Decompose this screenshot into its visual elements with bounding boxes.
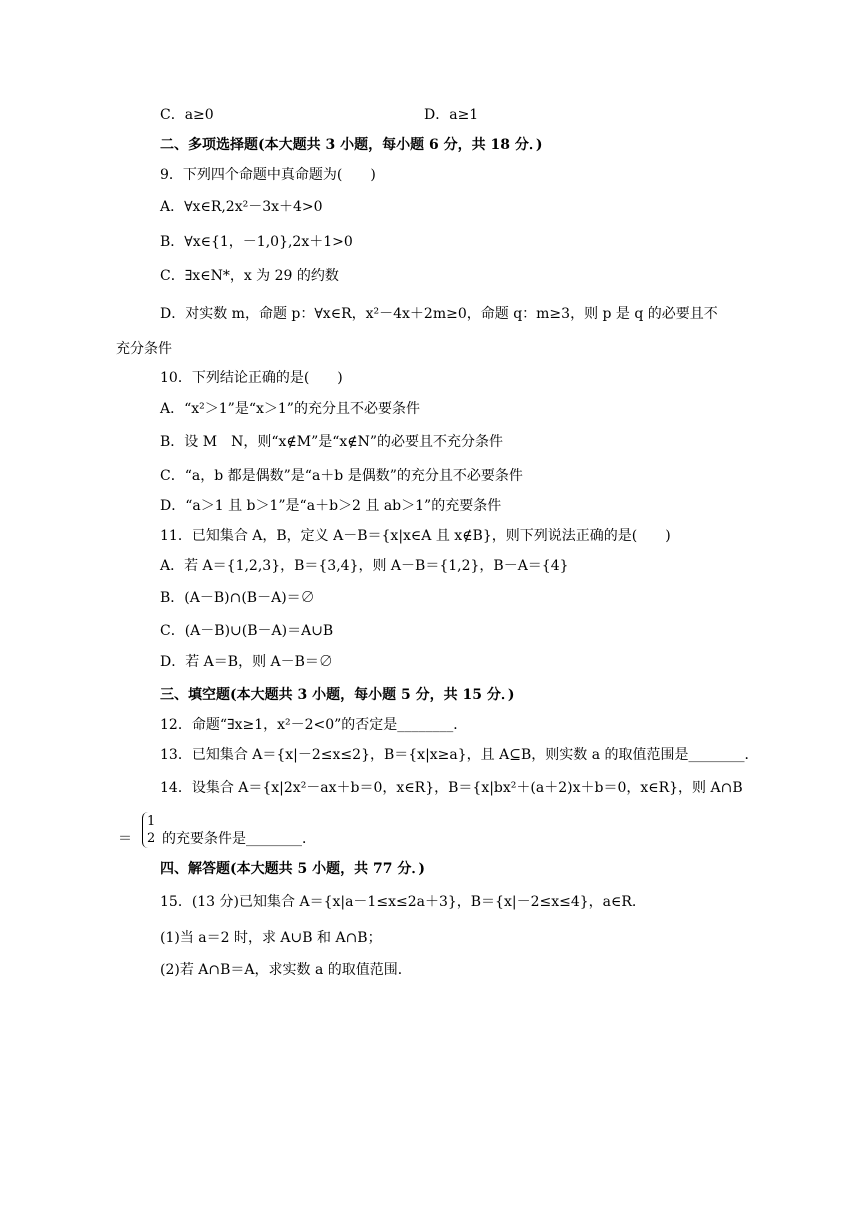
q9-option-d-continued: 充分条件 (116, 341, 172, 357)
question-15: 15．(13 分)已知集合 A＝{x|a－1≤x≤2a＋3}，B＝{x|－2≤x≤4}，a∈R. (160, 894, 637, 910)
q10-option-c: C．“a，b 都是偶数”是“a＋b 是偶数”的充分且不必要条件 (160, 468, 523, 484)
q11-option-a: A．若 A＝{1,2,3}，B＝{3,4}，则 A－B＝{1,2}，B－A＝{4} (160, 558, 569, 574)
question-11: 11．已知集合 A，B，定义 A－B＝{x|x∈A 且 x∉B}，则下列说法正确的是( ) (160, 528, 671, 544)
section-heading-solutions: 四、解答题(本大题共 5 小题，共 77 分．) (160, 861, 425, 877)
q10-option-b: B．设 M N，则“x∉M”是“x∉N”的必要且不充分条件 (160, 434, 504, 450)
question-12: 12．命题“∃x≥1，x²－2<0”的否定是________． (160, 717, 468, 733)
q9-option-d: D．对实数 m，命题 p：∀x∈R，x²－4x＋2m≥0，命题 q：m≥3，则 p 是 q 的必要且不 (160, 306, 718, 322)
q9-option-c: C．∃x∈N*，x 为 29 的约数 (160, 268, 339, 284)
q9-option-a: A．∀x∈R,2x²－3x＋4>0 (160, 199, 323, 215)
q11-option-c: C．(A－B)∪(B－A)＝A∪B (160, 623, 334, 639)
question-14: 14．设集合 A＝{x|2x²－ax＋b＝0，x∈R}，B＝{x|bx²＋(a＋2)x＋b＝0，x∈R}，则 A∩B (160, 780, 743, 796)
q14-continued: 的充要条件是________． (162, 831, 316, 847)
option-c-q8: C．a≥0 (160, 107, 214, 123)
q11-option-d: D．若 A＝B，则 A－B＝∅ (160, 654, 333, 670)
question-9: 9．下列四个命题中真命题为( ) (160, 167, 376, 183)
q10-option-d: D．“a＞1 且 b＞1”是“a＋b＞2 且 ab＞1”的充要条件 (160, 498, 502, 514)
q14-equals-sign: ＝ (118, 831, 132, 847)
question-10: 10．下列结论正确的是( ) (160, 370, 343, 386)
option-d-q8: D．a≥1 (424, 107, 479, 123)
q9-option-b: B．∀x∈{1，－1,0},2x＋1>0 (160, 234, 353, 250)
q14-set-element-2: 2 (147, 831, 156, 846)
q14-set-element-1: 1 (147, 814, 156, 829)
q15-part-1: (1)当 a＝2 时，求 A∪B 和 A∩B； (160, 930, 382, 946)
section-heading-multiple-choice: 二、多项选择题(本大题共 3 小题，每小题 6 分，共 18 分．) (160, 137, 543, 153)
q10-option-a: A．“x²＞1”是“x＞1”的充分且不必要条件 (160, 401, 420, 417)
q15-part-2: (2)若 A∩B＝A，求实数 a 的取值范围． (160, 962, 412, 978)
section-heading-fill-blank: 三、填空题(本大题共 3 小题，每小题 5 分，共 15 分．) (160, 687, 515, 703)
question-13: 13．已知集合 A＝{x|－2≤x≤2}，B＝{x|x≥a}，且 A⊆B，则实数 a 的取值范围是________． (160, 747, 759, 763)
q11-option-b: B．(A－B)∩(B－A)＝∅ (160, 590, 315, 606)
